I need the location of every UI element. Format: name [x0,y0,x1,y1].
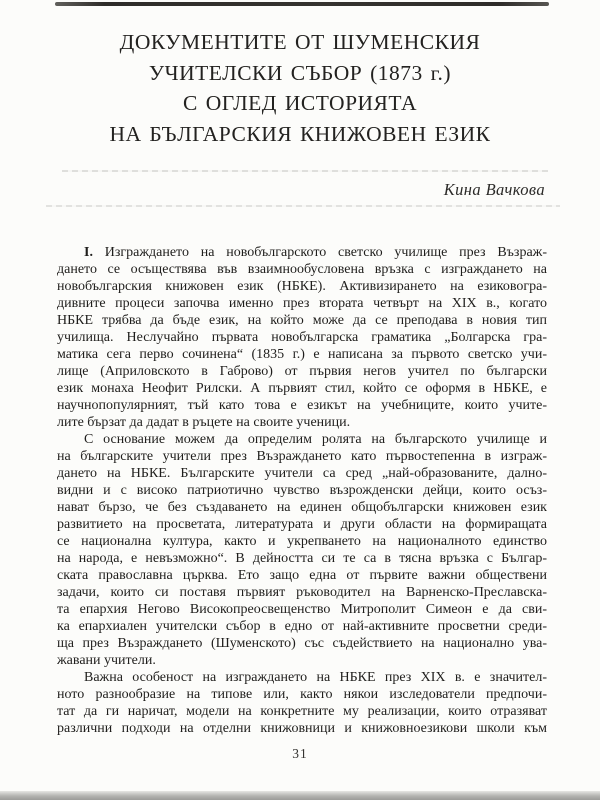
title-line: ДОКУМЕНТИТЕ ОТ ШУМЕНСКИЯ [119,30,481,54]
scan-artifact-bleed-line [62,170,548,172]
body-line: С основание можем да определим ролята на българското училище и [84,432,547,447]
body-line: матика сега перво сочинена“ (1835 г.) е написана за първото светско учи- [57,347,547,362]
article-body [57,244,547,737]
body-line: видни и с високо патриотично чувство възрожденски дейци, които осъз- [57,483,547,498]
body-line: лище (Априловското в Габрово) от първия негов учител по български [57,364,547,379]
body-line: ската православна църква. Ето защо една от първите важни обществени [57,568,547,583]
body-line: тат да ги наричат, модели на конкретните му реализации, които отразяват [57,704,547,719]
paragraph-number: I. [84,245,93,260]
scan-artifact-bleed-line [46,205,560,207]
page-number: 31 [292,746,308,761]
title-line: С ОГЛЕД ИСТОРИЯТА [183,91,417,115]
article-title [30,27,570,149]
body-line: ка епархиален учителски събор в едно от най-активните просветни среди- [57,619,547,634]
title-line: УЧИТЕЛСКИ СЪБОР (1873 г.) [148,60,452,85]
body-line: научнопопулярният, тъй като това е езикът на учебниците, които учите- [57,398,547,413]
body-line: Важна особеност на изграждането на НБКЕ през XIX в. е значител- [84,670,547,685]
body-line: развитието на просветата, литературата и други области на формиращата [57,517,547,532]
body-line [57,244,547,261]
body-line: различни подходи на отделни книжовници и книжовноезикови школи към [57,721,547,736]
body-line: ното разнообразие на типове или, както някои изследователи предпочи- [57,687,547,702]
body-line: та епархия Негово Високопреосвещенство Митрополит Симеон е да сви- [57,602,547,617]
scan-artifact-top-line [55,2,549,6]
body-line: НБКЕ трябва да бъде език, на който може да се преподава в новия тип [57,313,547,328]
body-line: език монаха Неофит Рилски. А първият стил, който се оформя в НБКЕ, е [57,381,547,396]
title-line: НА БЪЛГАРСКИЯ КНИЖОВЕН ЕЗИК [109,121,491,146]
author-name: Кина Вачкова [443,180,545,199]
body-line-text: Изграждането на новобългарското светско училище през Възраж- [92,245,547,260]
body-line: на народа, е невъзможно“. В дейността си те са в тясна връзка с Българ- [57,551,547,566]
body-line: на българските учители през Възраждането като първостепенна в изграж- [57,449,547,464]
body-line: дането на НБКЕ. Българските учители са сред „най-образованите, дално- [57,466,547,481]
body-line: задачи, които си поставя първият ръководител на Варненско-Преславска- [57,585,547,600]
body-line: дането се осъществява във взаимнообусловена връзка с изграждането на [57,262,547,277]
body-line: ща през Възраждането (Шуменското) със съдействието на национално ува- [57,636,547,651]
body-line: се национална култура, както и укрепването на националното единство [57,534,547,549]
body-line: нават бързо, че без създаването на единен общобългарски книжовен език [57,500,547,515]
body-line: лите бързат да дадат в ръцете на своите ученици. [57,415,351,430]
body-line: новобългарския книжовен език (НБКЕ). Активизирането на езиковогра- [57,279,547,294]
body-line: дивните процеси започва именно през втората четвърт на XIX в., когато [57,296,547,311]
body-line: жавани учители. [57,653,156,668]
scan-artifact-bottom-edge [0,791,600,800]
body-line: училища. Неслучайно първата новобългарска граматика „Болгарска гра- [57,330,547,345]
